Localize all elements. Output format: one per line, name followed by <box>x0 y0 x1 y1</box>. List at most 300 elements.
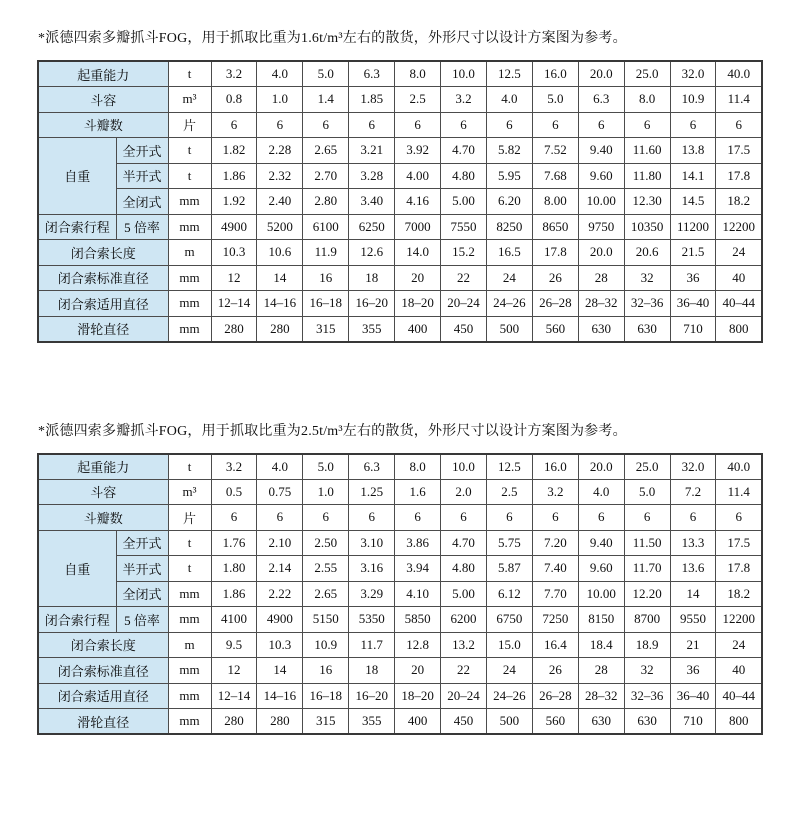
value-cell: 5.75 <box>486 530 532 556</box>
value-cell: 6 <box>532 505 578 531</box>
value-cell: 20.6 <box>624 240 670 266</box>
table-row <box>38 189 762 215</box>
row-unit: mm <box>168 291 211 317</box>
value-cell: 450 <box>441 709 487 735</box>
value-cell: 3.40 <box>349 189 395 215</box>
value-cell: 11.9 <box>303 240 349 266</box>
value-cell: 10.3 <box>211 240 257 266</box>
value-cell: 630 <box>578 709 624 735</box>
row-unit: t <box>168 163 211 189</box>
value-cell: 20.0 <box>578 454 624 480</box>
value-cell: 25.0 <box>624 454 670 480</box>
value-cell: 280 <box>211 709 257 735</box>
row-unit: m³ <box>168 479 211 505</box>
spec-table-2-5-body <box>38 454 762 735</box>
value-cell: 6.20 <box>486 189 532 215</box>
value-cell: 0.8 <box>211 87 257 113</box>
value-cell: 4900 <box>211 214 257 240</box>
value-cell: 22 <box>441 265 487 291</box>
row-label: 半开式 <box>116 556 168 582</box>
row-label: 闭合索标准直径 <box>38 265 168 291</box>
value-cell: 4.00 <box>395 163 441 189</box>
section-divider-space <box>37 343 800 423</box>
value-cell: 7550 <box>441 214 487 240</box>
value-cell: 14.1 <box>670 163 716 189</box>
table-row <box>38 112 762 138</box>
value-cell: 2.40 <box>257 189 303 215</box>
value-cell: 280 <box>211 316 257 342</box>
row-unit: mm <box>168 607 211 633</box>
value-cell: 8.0 <box>395 454 441 480</box>
row-unit: t <box>168 454 211 480</box>
value-cell: 16–20 <box>349 683 395 709</box>
value-cell: 1.0 <box>257 87 303 113</box>
value-cell: 6 <box>441 505 487 531</box>
value-cell: 12–14 <box>211 683 257 709</box>
value-cell: 16.5 <box>486 240 532 266</box>
value-cell: 10.00 <box>578 189 624 215</box>
value-cell: 6 <box>395 505 441 531</box>
value-cell: 5850 <box>395 607 441 633</box>
value-cell: 500 <box>486 316 532 342</box>
value-cell: 7.52 <box>532 138 578 164</box>
value-cell: 5.00 <box>441 581 487 607</box>
table-row <box>38 658 762 684</box>
value-cell: 560 <box>532 316 578 342</box>
value-cell: 24 <box>716 632 762 658</box>
row-label: 闭合索长度 <box>38 240 168 266</box>
row-label: 闭合索长度 <box>38 632 168 658</box>
value-cell: 12.20 <box>624 581 670 607</box>
value-cell: 6 <box>578 505 624 531</box>
value-cell: 18–20 <box>395 683 441 709</box>
value-cell: 10.0 <box>441 454 487 480</box>
value-cell: 2.50 <box>303 530 349 556</box>
value-cell: 5.0 <box>532 87 578 113</box>
value-cell: 3.2 <box>211 61 257 87</box>
section-1-title: *派德四索多瓣抓斗FOG，用于抓取比重为1.6t/m³左右的散货，外形尺寸以设计方案图为参考。 <box>38 31 627 46</box>
value-cell: 20 <box>395 265 441 291</box>
value-cell: 3.21 <box>349 138 395 164</box>
value-cell: 800 <box>716 709 762 735</box>
value-cell: 36 <box>670 658 716 684</box>
value-cell: 7.70 <box>532 581 578 607</box>
value-cell: 10.3 <box>257 632 303 658</box>
value-cell: 26 <box>532 265 578 291</box>
value-cell: 2.5 <box>486 479 532 505</box>
value-cell: 21 <box>670 632 716 658</box>
value-cell: 560 <box>532 709 578 735</box>
table-row <box>38 607 762 633</box>
value-cell: 12.30 <box>624 189 670 215</box>
table-row <box>38 240 762 266</box>
value-cell: 20 <box>395 658 441 684</box>
value-cell: 32 <box>624 265 670 291</box>
table-row <box>38 61 762 87</box>
value-cell: 14–16 <box>257 683 303 709</box>
value-cell: 2.65 <box>303 581 349 607</box>
value-cell: 9.60 <box>578 556 624 582</box>
value-cell: 2.55 <box>303 556 349 582</box>
value-cell: 4.10 <box>395 581 441 607</box>
value-cell: 1.82 <box>211 138 257 164</box>
value-cell: 0.5 <box>211 479 257 505</box>
value-cell: 2.32 <box>257 163 303 189</box>
value-cell: 1.6 <box>395 479 441 505</box>
row-group-label: 闭合索行程 <box>38 214 116 240</box>
value-cell: 355 <box>349 709 395 735</box>
row-group-label: 自重 <box>38 530 116 607</box>
value-cell: 6.12 <box>486 581 532 607</box>
value-cell: 40.0 <box>716 454 762 480</box>
value-cell: 2.22 <box>257 581 303 607</box>
value-cell: 22 <box>441 658 487 684</box>
row-unit: t <box>168 138 211 164</box>
value-cell: 18.2 <box>716 581 762 607</box>
row-label: 斗瓣数 <box>38 505 168 531</box>
value-cell: 1.85 <box>349 87 395 113</box>
value-cell: 10.9 <box>670 87 716 113</box>
value-cell: 13.6 <box>670 556 716 582</box>
value-cell: 12.5 <box>486 454 532 480</box>
value-cell: 3.2 <box>211 454 257 480</box>
value-cell: 3.29 <box>349 581 395 607</box>
value-cell: 28 <box>578 658 624 684</box>
value-cell: 10.6 <box>257 240 303 266</box>
value-cell: 8700 <box>624 607 670 633</box>
value-cell: 355 <box>349 316 395 342</box>
value-cell: 28–32 <box>578 683 624 709</box>
value-cell: 2.0 <box>441 479 487 505</box>
value-cell: 14.0 <box>395 240 441 266</box>
section-2-title: *派德四索多瓣抓斗FOG，用于抓取比重为2.5t/m³左右的散货，外形尺寸以设计方案图为参考。 <box>38 423 627 439</box>
row-label: 5 倍率 <box>116 214 168 240</box>
value-cell: 4.0 <box>578 479 624 505</box>
value-cell: 11.80 <box>624 163 670 189</box>
value-cell: 36–40 <box>670 291 716 317</box>
value-cell: 2.28 <box>257 138 303 164</box>
value-cell: 5.87 <box>486 556 532 582</box>
value-cell: 7000 <box>395 214 441 240</box>
value-cell: 6 <box>303 505 349 531</box>
value-cell: 16–18 <box>303 683 349 709</box>
value-cell: 1.86 <box>211 581 257 607</box>
value-cell: 450 <box>441 316 487 342</box>
value-cell: 11.4 <box>716 479 762 505</box>
spec-table-2-5 <box>37 453 763 736</box>
value-cell: 15.2 <box>441 240 487 266</box>
value-cell: 6 <box>441 112 487 138</box>
value-cell: 40 <box>716 658 762 684</box>
value-cell: 5150 <box>303 607 349 633</box>
value-cell: 17.8 <box>716 556 762 582</box>
table-row <box>38 163 762 189</box>
row-unit: m <box>168 240 211 266</box>
value-cell: 9.5 <box>211 632 257 658</box>
value-cell: 1.0 <box>303 479 349 505</box>
value-cell: 1.25 <box>349 479 395 505</box>
value-cell: 2.10 <box>257 530 303 556</box>
value-cell: 5.82 <box>486 138 532 164</box>
value-cell: 6 <box>486 112 532 138</box>
value-cell: 24 <box>486 265 532 291</box>
value-cell: 8650 <box>532 214 578 240</box>
value-cell: 2.70 <box>303 163 349 189</box>
value-cell: 6 <box>716 112 762 138</box>
value-cell: 6 <box>716 505 762 531</box>
value-cell: 6250 <box>349 214 395 240</box>
table-row <box>38 709 762 735</box>
value-cell: 7.20 <box>532 530 578 556</box>
value-cell: 26–28 <box>532 291 578 317</box>
value-cell: 2.65 <box>303 138 349 164</box>
value-cell: 16.4 <box>532 632 578 658</box>
value-cell: 3.92 <box>395 138 441 164</box>
value-cell: 5350 <box>349 607 395 633</box>
value-cell: 4.16 <box>395 189 441 215</box>
row-unit: t <box>168 556 211 582</box>
value-cell: 10.0 <box>441 61 487 87</box>
table-row <box>38 138 762 164</box>
value-cell: 11200 <box>670 214 716 240</box>
value-cell: 630 <box>624 709 670 735</box>
value-cell: 5.00 <box>441 189 487 215</box>
value-cell: 12 <box>211 265 257 291</box>
value-cell: 3.28 <box>349 163 395 189</box>
value-cell: 17.8 <box>716 163 762 189</box>
value-cell: 20–24 <box>441 683 487 709</box>
value-cell: 10350 <box>624 214 670 240</box>
value-cell: 20.0 <box>578 240 624 266</box>
value-cell: 3.16 <box>349 556 395 582</box>
value-cell: 11.60 <box>624 138 670 164</box>
value-cell: 7.40 <box>532 556 578 582</box>
row-label: 起重能力 <box>38 61 168 87</box>
value-cell: 16–20 <box>349 291 395 317</box>
value-cell: 315 <box>303 709 349 735</box>
value-cell: 21.5 <box>670 240 716 266</box>
value-cell: 8.0 <box>624 87 670 113</box>
table-row <box>38 530 762 556</box>
value-cell: 3.10 <box>349 530 395 556</box>
value-cell: 32.0 <box>670 61 716 87</box>
value-cell: 28–32 <box>578 291 624 317</box>
value-cell: 14 <box>670 581 716 607</box>
value-cell: 6.3 <box>349 61 395 87</box>
row-unit: mm <box>168 683 211 709</box>
value-cell: 6 <box>211 505 257 531</box>
row-label: 半开式 <box>116 163 168 189</box>
value-cell: 9750 <box>578 214 624 240</box>
table-row <box>38 316 762 342</box>
value-cell: 16 <box>303 658 349 684</box>
value-cell: 11.4 <box>716 87 762 113</box>
value-cell: 14 <box>257 265 303 291</box>
value-cell: 4.0 <box>257 61 303 87</box>
value-cell: 26–28 <box>532 683 578 709</box>
value-cell: 1.86 <box>211 163 257 189</box>
value-cell: 3.2 <box>532 479 578 505</box>
value-cell: 280 <box>257 316 303 342</box>
value-cell: 12200 <box>716 607 762 633</box>
value-cell: 16.0 <box>532 61 578 87</box>
value-cell: 12–14 <box>211 291 257 317</box>
value-cell: 3.94 <box>395 556 441 582</box>
row-group-label: 自重 <box>38 138 116 215</box>
value-cell: 6.3 <box>349 454 395 480</box>
spec-table-1-6-body <box>38 61 762 342</box>
value-cell: 6100 <box>303 214 349 240</box>
value-cell: 710 <box>670 316 716 342</box>
value-cell: 11.7 <box>349 632 395 658</box>
value-cell: 7.68 <box>532 163 578 189</box>
value-cell: 40–44 <box>716 291 762 317</box>
value-cell: 10.00 <box>578 581 624 607</box>
table-row <box>38 87 762 113</box>
value-cell: 5.0 <box>303 61 349 87</box>
value-cell: 40 <box>716 265 762 291</box>
row-unit: m <box>168 632 211 658</box>
value-cell: 5.95 <box>486 163 532 189</box>
table-row <box>38 632 762 658</box>
value-cell: 800 <box>716 316 762 342</box>
row-label: 全闭式 <box>116 189 168 215</box>
value-cell: 26 <box>532 658 578 684</box>
value-cell: 6200 <box>441 607 487 633</box>
value-cell: 630 <box>624 316 670 342</box>
value-cell: 15.0 <box>486 632 532 658</box>
row-label: 滑轮直径 <box>38 709 168 735</box>
spec-table-1-6 <box>37 60 763 343</box>
row-unit: mm <box>168 658 211 684</box>
value-cell: 16 <box>303 265 349 291</box>
value-cell: 18.2 <box>716 189 762 215</box>
value-cell: 13.8 <box>670 138 716 164</box>
value-cell: 11.50 <box>624 530 670 556</box>
value-cell: 32 <box>624 658 670 684</box>
value-cell: 12.6 <box>349 240 395 266</box>
value-cell: 4900 <box>257 607 303 633</box>
value-cell: 9.40 <box>578 138 624 164</box>
value-cell: 6 <box>624 112 670 138</box>
table-row <box>38 556 762 582</box>
value-cell: 20.0 <box>578 61 624 87</box>
row-label: 起重能力 <box>38 454 168 480</box>
value-cell: 18 <box>349 658 395 684</box>
value-cell: 4.80 <box>441 163 487 189</box>
value-cell: 4.80 <box>441 556 487 582</box>
value-cell: 8.0 <box>395 61 441 87</box>
value-cell: 25.0 <box>624 61 670 87</box>
row-unit: 片 <box>168 112 211 138</box>
value-cell: 11.70 <box>624 556 670 582</box>
value-cell: 17.8 <box>532 240 578 266</box>
value-cell: 32–36 <box>624 291 670 317</box>
value-cell: 6 <box>670 505 716 531</box>
value-cell: 0.75 <box>257 479 303 505</box>
value-cell: 7250 <box>532 607 578 633</box>
table-row <box>38 505 762 531</box>
value-cell: 6 <box>578 112 624 138</box>
table-row <box>38 265 762 291</box>
value-cell: 32.0 <box>670 454 716 480</box>
value-cell: 10.9 <box>303 632 349 658</box>
row-label: 闭合索适用直径 <box>38 291 168 317</box>
row-label: 全闭式 <box>116 581 168 607</box>
value-cell: 5.0 <box>303 454 349 480</box>
value-cell: 8250 <box>486 214 532 240</box>
value-cell: 6 <box>486 505 532 531</box>
value-cell: 24–26 <box>486 683 532 709</box>
table-row <box>38 683 762 709</box>
value-cell: 6.3 <box>578 87 624 113</box>
row-unit: mm <box>168 709 211 735</box>
value-cell: 18.4 <box>578 632 624 658</box>
value-cell: 6 <box>532 112 578 138</box>
row-label: 5 倍率 <box>116 607 168 633</box>
value-cell: 9.60 <box>578 163 624 189</box>
table-row <box>38 214 762 240</box>
row-label: 全开式 <box>116 530 168 556</box>
value-cell: 6 <box>624 505 670 531</box>
value-cell: 17.5 <box>716 530 762 556</box>
value-cell: 12 <box>211 658 257 684</box>
value-cell: 18.9 <box>624 632 670 658</box>
value-cell: 5.0 <box>624 479 670 505</box>
table-row <box>38 479 762 505</box>
value-cell: 18–20 <box>395 291 441 317</box>
value-cell: 6 <box>303 112 349 138</box>
value-cell: 4.70 <box>441 138 487 164</box>
table-row <box>38 581 762 607</box>
value-cell: 8.00 <box>532 189 578 215</box>
row-group-label: 闭合索行程 <box>38 607 116 633</box>
row-unit: mm <box>168 316 211 342</box>
value-cell: 20–24 <box>441 291 487 317</box>
value-cell: 36–40 <box>670 683 716 709</box>
row-unit: mm <box>168 189 211 215</box>
value-cell: 24 <box>486 658 532 684</box>
value-cell: 2.14 <box>257 556 303 582</box>
value-cell: 12.5 <box>486 61 532 87</box>
value-cell: 40.0 <box>716 61 762 87</box>
value-cell: 14–16 <box>257 291 303 317</box>
value-cell: 1.92 <box>211 189 257 215</box>
row-unit: mm <box>168 214 211 240</box>
value-cell: 1.4 <box>303 87 349 113</box>
row-label: 闭合索标准直径 <box>38 658 168 684</box>
row-unit: m³ <box>168 87 211 113</box>
value-cell: 24 <box>716 240 762 266</box>
value-cell: 2.80 <box>303 189 349 215</box>
value-cell: 12200 <box>716 214 762 240</box>
value-cell: 9.40 <box>578 530 624 556</box>
value-cell: 6 <box>349 112 395 138</box>
table-row <box>38 291 762 317</box>
value-cell: 630 <box>578 316 624 342</box>
value-cell: 6 <box>257 505 303 531</box>
value-cell: 4.0 <box>257 454 303 480</box>
value-cell: 32–36 <box>624 683 670 709</box>
value-cell: 7.2 <box>670 479 716 505</box>
value-cell: 1.76 <box>211 530 257 556</box>
value-cell: 3.2 <box>441 87 487 113</box>
value-cell: 400 <box>395 709 441 735</box>
value-cell: 710 <box>670 709 716 735</box>
row-unit: 片 <box>168 505 211 531</box>
value-cell: 4100 <box>211 607 257 633</box>
value-cell: 2.5 <box>395 87 441 113</box>
